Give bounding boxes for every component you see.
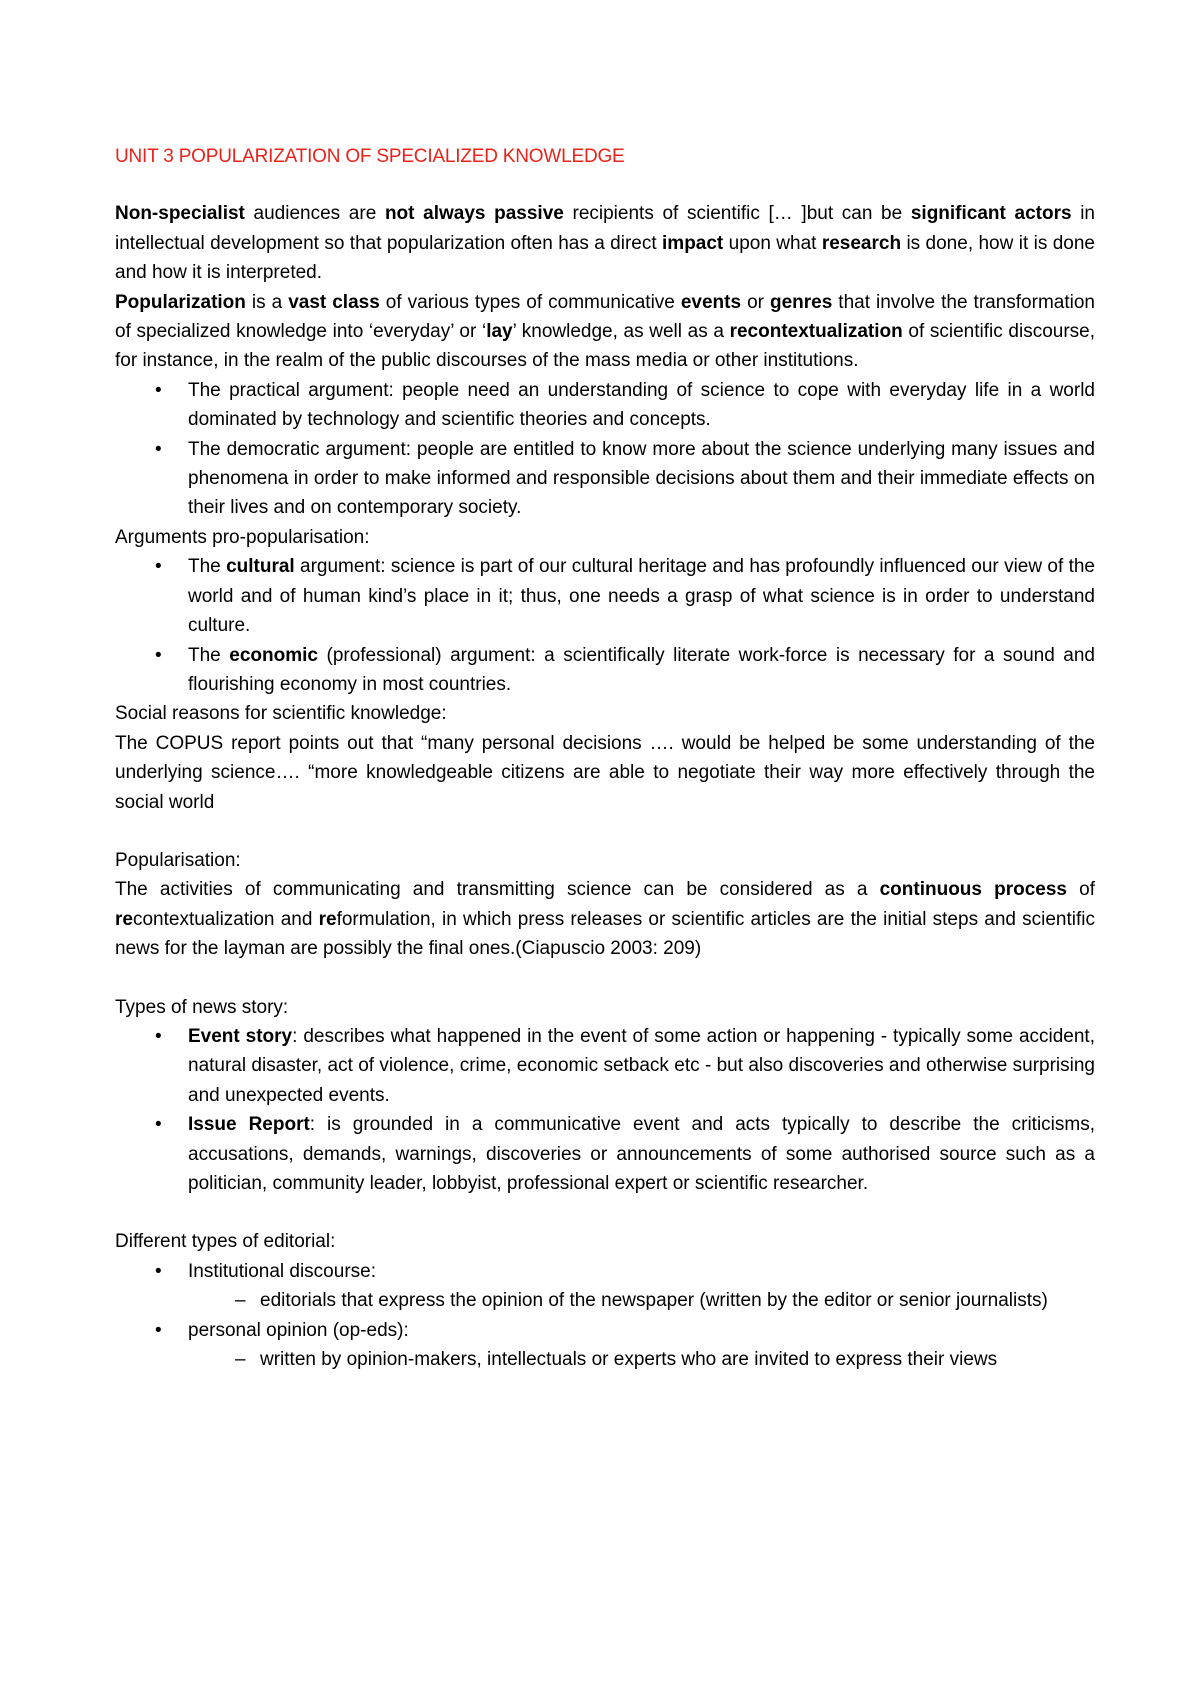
news-story-list [115, 1022, 1095, 1198]
editorial-sublist [188, 1345, 1095, 1374]
list-item [115, 435, 1095, 523]
text-run: The democratic argument: people are entitled to know more about the science underlying many issues and phenomena in order to make informed and responsible decisions about them and their immediate effects on their lives and on contemporary society. [188, 438, 1095, 519]
document-page [115, 142, 1095, 1374]
list-item [115, 1110, 1095, 1198]
bold-text-run: research [821, 232, 902, 254]
page-title: UNIT 3 POPULARIZATION OF SPECIALIZED KNOWLEDGE [115, 146, 625, 167]
bold-text-run: not always passive [384, 203, 564, 225]
bold-text-run: vast class [288, 291, 380, 313]
editorial-list [115, 1257, 1095, 1375]
text-run: The [188, 644, 230, 666]
list-item [115, 1022, 1095, 1110]
bold-text-run: economic [229, 644, 318, 666]
list-item [115, 1257, 1095, 1316]
bold-text-run: cultural [226, 556, 295, 578]
sublist-item: – written by opinion-makers, intellectuals or experts who are invited to express their views [115, 1345, 1095, 1374]
list-item [115, 641, 1095, 700]
text-run: or [741, 291, 770, 313]
text-run: in intellectual development so that popularization often has a direct [115, 203, 1095, 254]
bold-text-run: impact [662, 232, 724, 254]
text-run: The practical argument: people need an understanding of science to cope with everyday life in a world dominated by technology and scientific theories and concepts. [188, 379, 1095, 431]
editorial-type-label: Institutional discourse: [188, 1260, 376, 1282]
text-run: of scientific discourse, for instance, in the realm of the public discourses of the mass media or other institutions. [115, 321, 1095, 372]
popularisation-heading: Popularisation: [115, 849, 241, 871]
bold-text-run: Popularization [115, 291, 246, 313]
text-run: of [1067, 879, 1096, 901]
text-run: contextualization and [132, 908, 319, 930]
bold-text-run: continuous process [879, 879, 1068, 901]
text-run: The activities of communicating and transmitting science can be considered as a [115, 879, 880, 901]
text-run: : describes what happened in the event of some action or happening - typically some accident, natural disaster, act of violence, crime, economic setback etc - but also discoveries and otherwise surprising and unexpected events. [188, 1025, 1095, 1106]
list-item [115, 376, 1095, 435]
text-run: The [188, 556, 227, 578]
bold-text-run: Non-specialist [115, 203, 245, 225]
text-run: : is grounded in a communicative event and acts typically to describe the criticisms, accusations, demands, warnings, discoveries or announcements of some authorised source such as a politician, community leader, lobbyist, professional expert or scientific researcher. [188, 1114, 1095, 1194]
bold-text-run: events [680, 291, 742, 313]
bold-text-run: re [115, 908, 133, 930]
text-run: formulation, in which press releases or scientific articles are the initial steps and scientific news for the layman are possibly the final ones.(Ciapuscio 2003: 209) [115, 908, 1096, 960]
intro-paragraph-2 [115, 288, 1095, 376]
argument-list [115, 376, 1095, 523]
bold-text-run: lay [486, 321, 513, 343]
news-story-heading: Types of news story: [115, 996, 289, 1018]
text-run: of various types of communicative [379, 291, 681, 313]
list-item [115, 1316, 1095, 1375]
text-run: argument: science is part of our cultural heritage and has profoundly influenced our view of the world and of human kind’s place in it; thus, one needs a grasp of what science is in order to understand culture. [188, 556, 1095, 637]
text-run: ’ knowledge, as well as a [512, 321, 730, 343]
editorial-type-label: personal opinion (op-eds): [188, 1319, 409, 1341]
text-run: audiences are [244, 203, 385, 225]
bold-text-run: Event story [188, 1025, 293, 1047]
editorial-heading: Different types of editorial: [115, 1231, 336, 1253]
pro-popularisation-list [115, 552, 1095, 699]
text-run: (professional) argument: a scientifically literate work-force is necessary for a sound and flourishing economy in most countries. [188, 644, 1095, 695]
text-run: is done, how it is done and how it is interpreted. [115, 232, 1095, 284]
arguments-heading: Arguments pro-popularisation: [115, 526, 370, 548]
popularisation-paragraph [115, 875, 1095, 963]
intro-paragraph-1 [115, 199, 1095, 287]
text-run: upon what [723, 232, 822, 254]
social-reasons-heading: Social reasons for scientific knowledge: [115, 703, 447, 725]
text-run: is a [245, 291, 289, 313]
bold-text-run: significant actors [910, 203, 1072, 225]
bold-text-run: genres [769, 291, 833, 313]
bold-text-run: re [318, 908, 337, 930]
list-item [115, 552, 1095, 640]
sublist-item: – editorials that express the opinion of the newspaper (written by the editor or senior journalists) [115, 1286, 1095, 1315]
bold-text-run: recontextualization [729, 321, 903, 343]
editorial-sublist [188, 1286, 1095, 1315]
text-run: recipients of scientific [… ]but can be [563, 203, 911, 225]
copus-paragraph: The COPUS report points out that “many personal decisions …. would be helped be some understanding of the underlying science…. “more knowledgeable citizens are able to negotiate their way more effectively through the social world [115, 732, 1095, 813]
text-run: that involve the transformation of specialized knowledge into ‘everyday’ or ‘ [115, 291, 1095, 343]
bold-text-run: Issue Report [188, 1114, 310, 1136]
